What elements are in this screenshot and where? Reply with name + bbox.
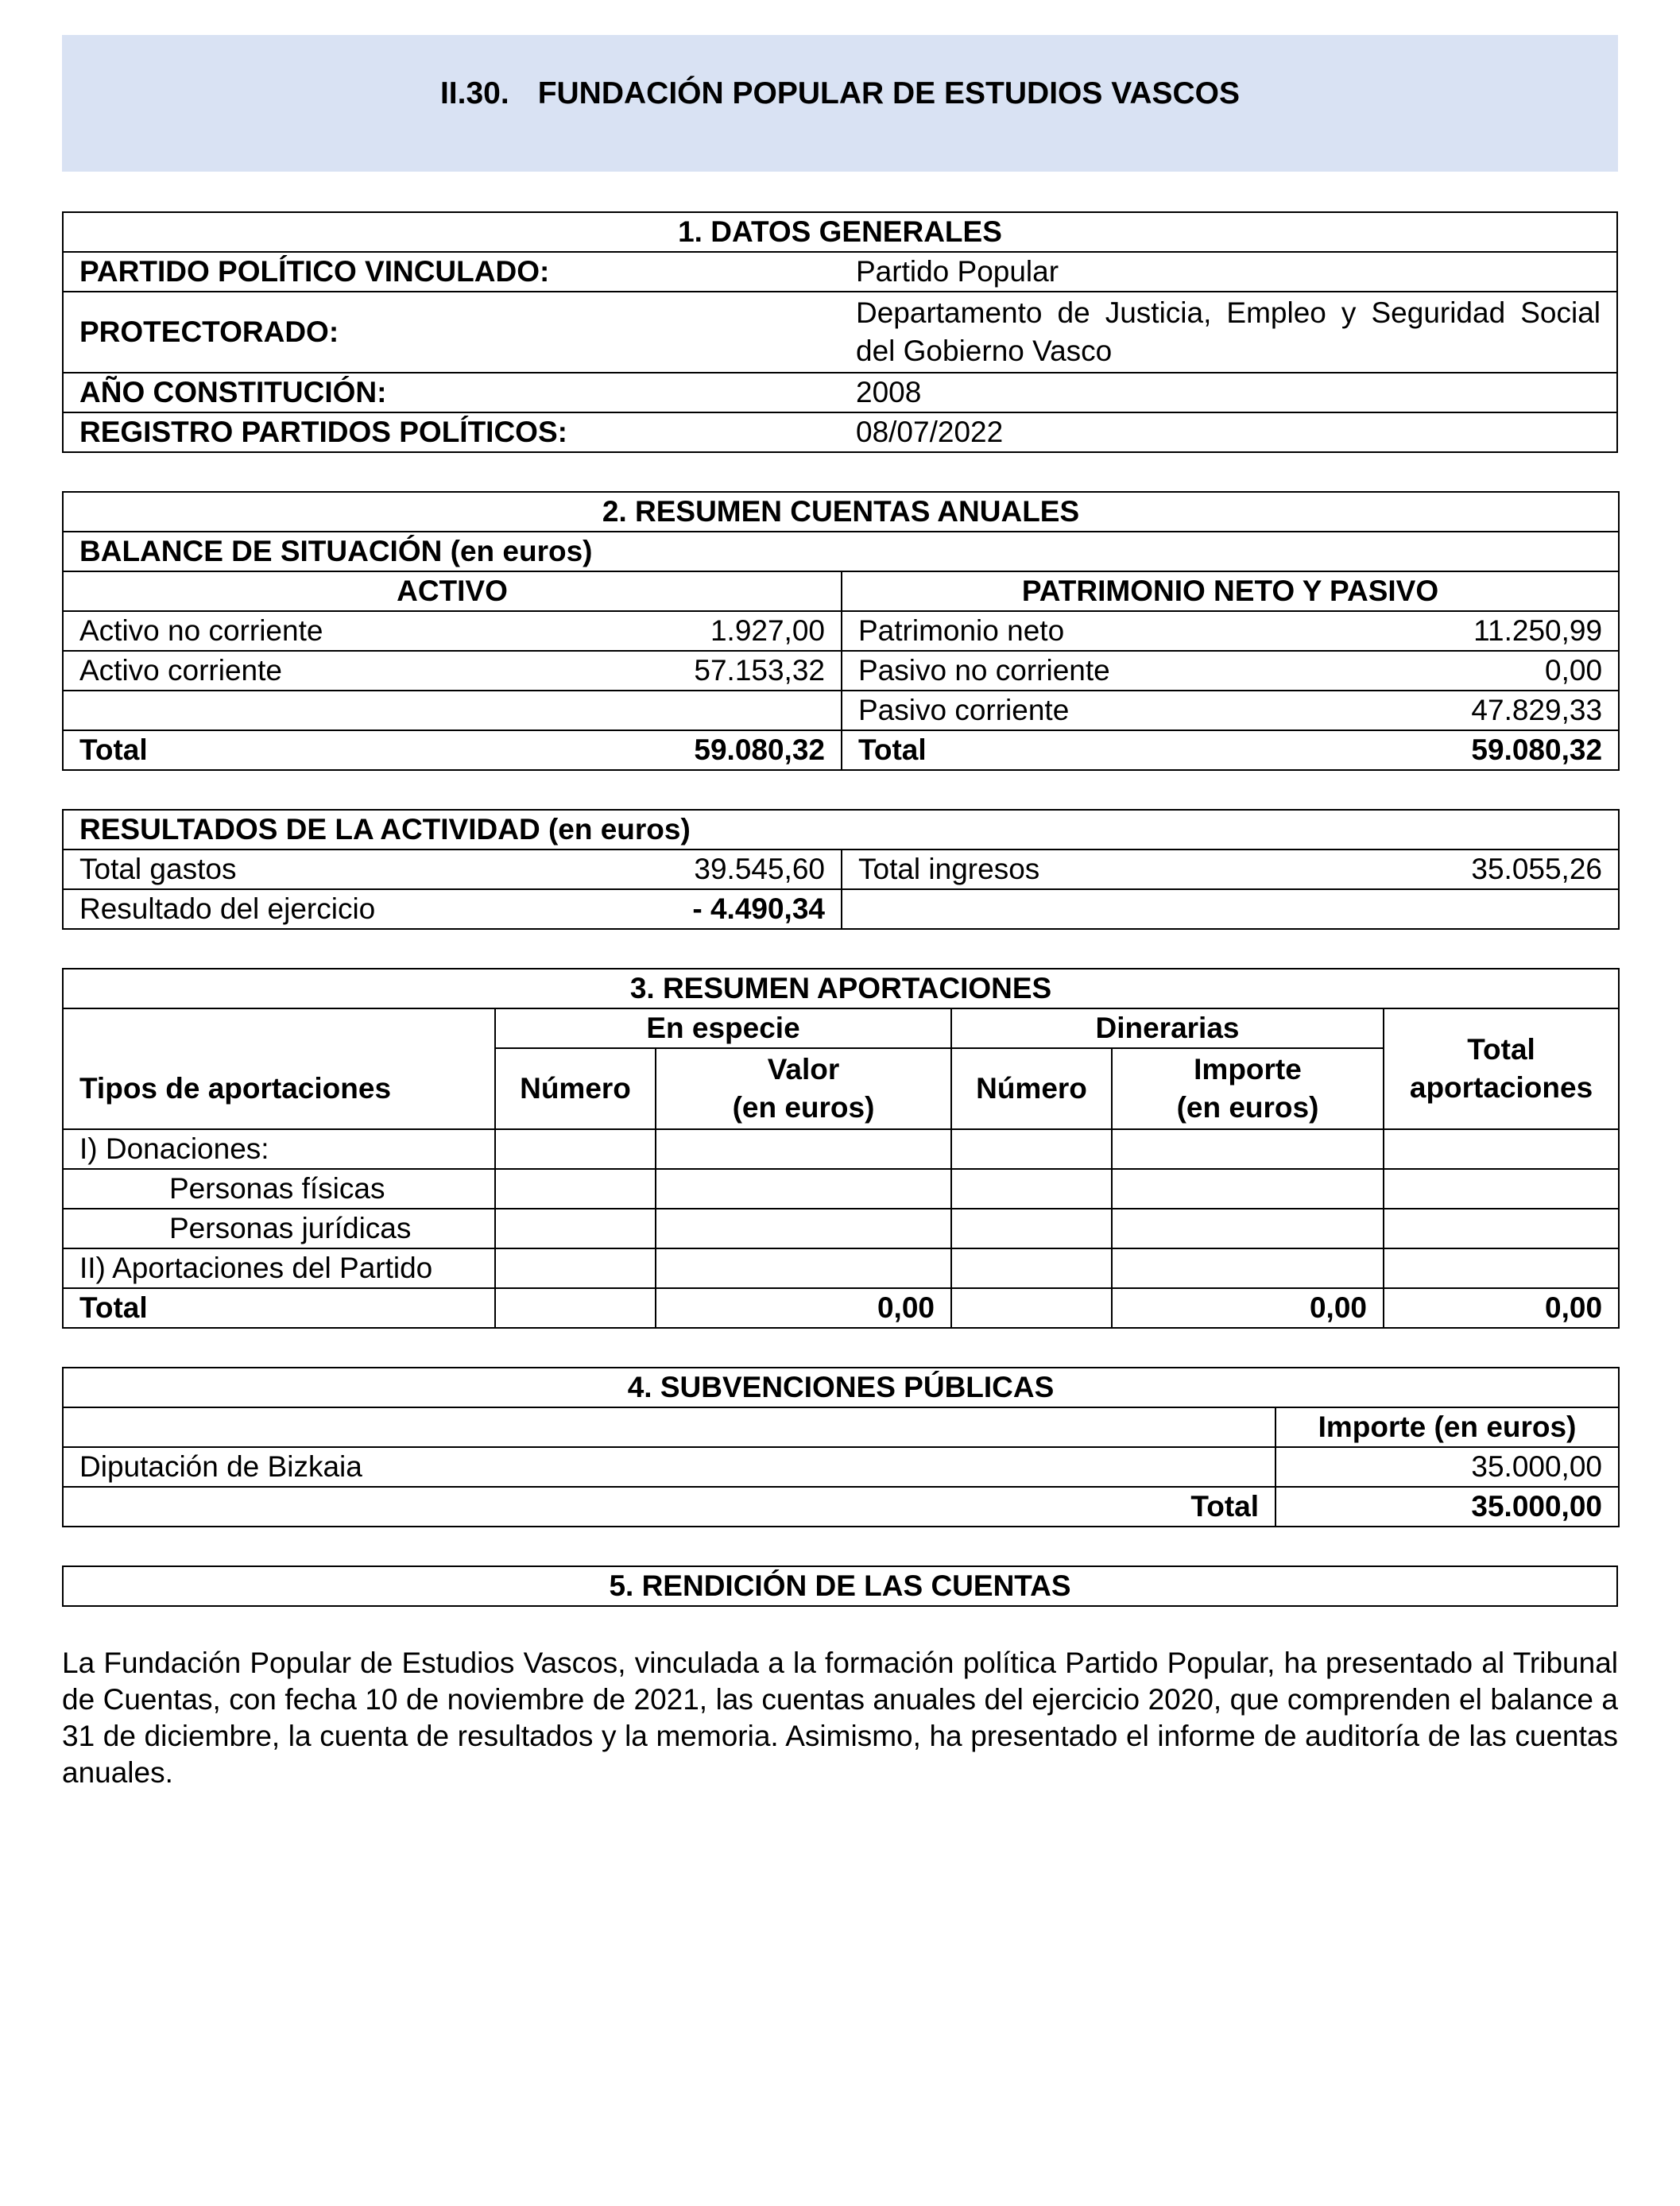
- table-row: [63, 611, 1619, 651]
- total-valor: 0,00: [656, 1288, 951, 1328]
- row-label: I) Donaciones:: [63, 1129, 495, 1169]
- pasivo-label: Pasivo corriente: [842, 691, 1318, 730]
- empty-cell: [63, 1008, 495, 1048]
- activo-value: 57.153,32: [579, 651, 842, 691]
- table-row: [63, 1248, 1619, 1288]
- total-aportaciones: 0,00: [1384, 1288, 1619, 1328]
- table-row: [63, 850, 1619, 889]
- pasivo-label: Patrimonio neto: [842, 611, 1318, 651]
- subvenciones-heading: 4. SUBVENCIONES PÚBLICAS: [63, 1368, 1619, 1407]
- partido-value: Partido Popular: [840, 252, 1617, 292]
- document-page: [62, 35, 1618, 1821]
- activo-value: 1.927,00: [579, 611, 842, 651]
- rendicion-paragraph: La Fundación Popular de Estudios Vascos, vinculada a la formación política Partido Popular, ha presentado al Tribunal de Cuentas, con fecha 10 de noviembre de 2021, las cuentas anuales del ejercicio 2020, que comprenden el balance a 31 de diciembre, la cuenta de resultados y la memoria. Asimismo, ha presentado el informe de auditoría de las cuentas anuales.: [62, 1647, 1618, 1789]
- table-row: [63, 292, 1617, 373]
- section-title: FUNDACIÓN POPULAR DE ESTUDIOS VASCOS: [537, 76, 1241, 110]
- resumen-cuentas-table: [62, 491, 1620, 771]
- importe-header: [1112, 1048, 1384, 1129]
- total-pasivo-label: Total: [842, 730, 1318, 770]
- activo-header: ACTIVO: [63, 571, 842, 611]
- pasivo-value: 47.829,33: [1318, 691, 1619, 730]
- table-row: [63, 1447, 1619, 1487]
- table-row: [63, 889, 1619, 929]
- subvencion-total-label: Total: [63, 1487, 1275, 1527]
- protectorado-value: Departamento de Justicia, Empleo y Seguridad Social del Gobierno Vasco: [840, 292, 1617, 373]
- importe-header: Importe (en euros): [1275, 1407, 1619, 1447]
- datos-generales-table: [62, 211, 1618, 453]
- total-pasivo-value: 59.080,32: [1318, 730, 1619, 770]
- activo-label: Activo corriente: [63, 651, 579, 691]
- registro-label: REGISTRO PARTIDOS POLÍTICOS:: [63, 412, 840, 452]
- activo-value: [579, 691, 842, 730]
- total-importe: 0,00: [1112, 1288, 1384, 1328]
- table-row: [63, 730, 1619, 770]
- subvencion-label: Diputación de Bizkaia: [63, 1447, 1275, 1487]
- rendicion-heading: 5. RENDICIÓN DE LAS CUENTAS: [63, 1566, 1617, 1606]
- en-especie-header: En especie: [495, 1008, 951, 1048]
- ingresos-value: 35.055,26: [1318, 850, 1619, 889]
- pasivo-value: 11.250,99: [1318, 611, 1619, 651]
- gastos-label: Total gastos: [63, 850, 579, 889]
- aportaciones-table: [62, 968, 1620, 1329]
- rendicion-table: [62, 1565, 1618, 1607]
- table-row: [63, 691, 1619, 730]
- total-activo-label: Total: [63, 730, 579, 770]
- table-row: [63, 1129, 1619, 1169]
- numero-dinerarias-header: Número: [951, 1048, 1112, 1129]
- ingresos-label: Total ingresos: [842, 850, 1318, 889]
- importe-unit: (en euros): [1176, 1091, 1319, 1124]
- aportaciones-heading: 3. RESUMEN APORTACIONES: [63, 969, 1619, 1008]
- row-label: Personas físicas: [63, 1169, 495, 1209]
- subvencion-value: 35.000,00: [1275, 1447, 1619, 1487]
- partido-label: PARTIDO POLÍTICO VINCULADO:: [63, 252, 840, 292]
- section-banner: [62, 35, 1618, 172]
- valor-header: [656, 1048, 951, 1129]
- resultado-value: - 4.490,34: [579, 889, 842, 929]
- pasivo-label: Pasivo no corriente: [842, 651, 1318, 691]
- resultados-table: [62, 809, 1620, 930]
- empty-cell: [63, 1407, 1275, 1447]
- table-row: [63, 651, 1619, 691]
- subvencion-total-value: 35.000,00: [1275, 1487, 1619, 1527]
- tipos-header: Tipos de aportaciones: [63, 1048, 495, 1129]
- subvenciones-table: [62, 1367, 1620, 1527]
- resultados-title: RESULTADOS DE LA ACTIVIDAD (en euros): [63, 810, 1619, 850]
- total-aportaciones-header: Total aportaciones: [1384, 1008, 1619, 1129]
- pasivo-header: PATRIMONIO NETO Y PASIVO: [842, 571, 1619, 611]
- gastos-value: 39.545,60: [579, 850, 842, 889]
- ano-constitucion-label: AÑO CONSTITUCIÓN:: [63, 373, 840, 412]
- protectorado-label: PROTECTORADO:: [63, 292, 840, 373]
- table-row: [63, 373, 1617, 412]
- registro-value: 08/07/2022: [840, 412, 1617, 452]
- total-activo-value: 59.080,32: [579, 730, 842, 770]
- activo-label: [63, 691, 579, 730]
- table-row: [63, 412, 1617, 452]
- activo-label: Activo no corriente: [63, 611, 579, 651]
- pasivo-value: 0,00: [1318, 651, 1619, 691]
- dinerarias-header: Dinerarias: [951, 1008, 1384, 1048]
- resumen-cuentas-heading: 2. RESUMEN CUENTAS ANUALES: [63, 492, 1619, 532]
- numero-especie-header: Número: [495, 1048, 656, 1129]
- balance-title: BALANCE DE SITUACIÓN (en euros): [63, 532, 1619, 571]
- ano-constitucion-value: 2008: [840, 373, 1617, 412]
- datos-generales-heading: 1. DATOS GENERALES: [63, 212, 1617, 252]
- row-label: II) Aportaciones del Partido: [63, 1248, 495, 1288]
- section-number: II.30.: [439, 76, 509, 110]
- table-row: [63, 252, 1617, 292]
- table-row: [63, 1169, 1619, 1209]
- empty-cell: [842, 889, 1619, 929]
- table-row: [63, 1487, 1619, 1527]
- importe-label: Importe: [1194, 1053, 1302, 1086]
- valor-unit: (en euros): [732, 1091, 875, 1124]
- valor-label: Valor: [767, 1053, 840, 1086]
- table-row: [63, 1209, 1619, 1248]
- row-label: Personas jurídicas: [63, 1209, 495, 1248]
- resultado-label: Resultado del ejercicio: [63, 889, 579, 929]
- total-label: Total: [63, 1288, 495, 1328]
- table-row: [63, 1288, 1619, 1328]
